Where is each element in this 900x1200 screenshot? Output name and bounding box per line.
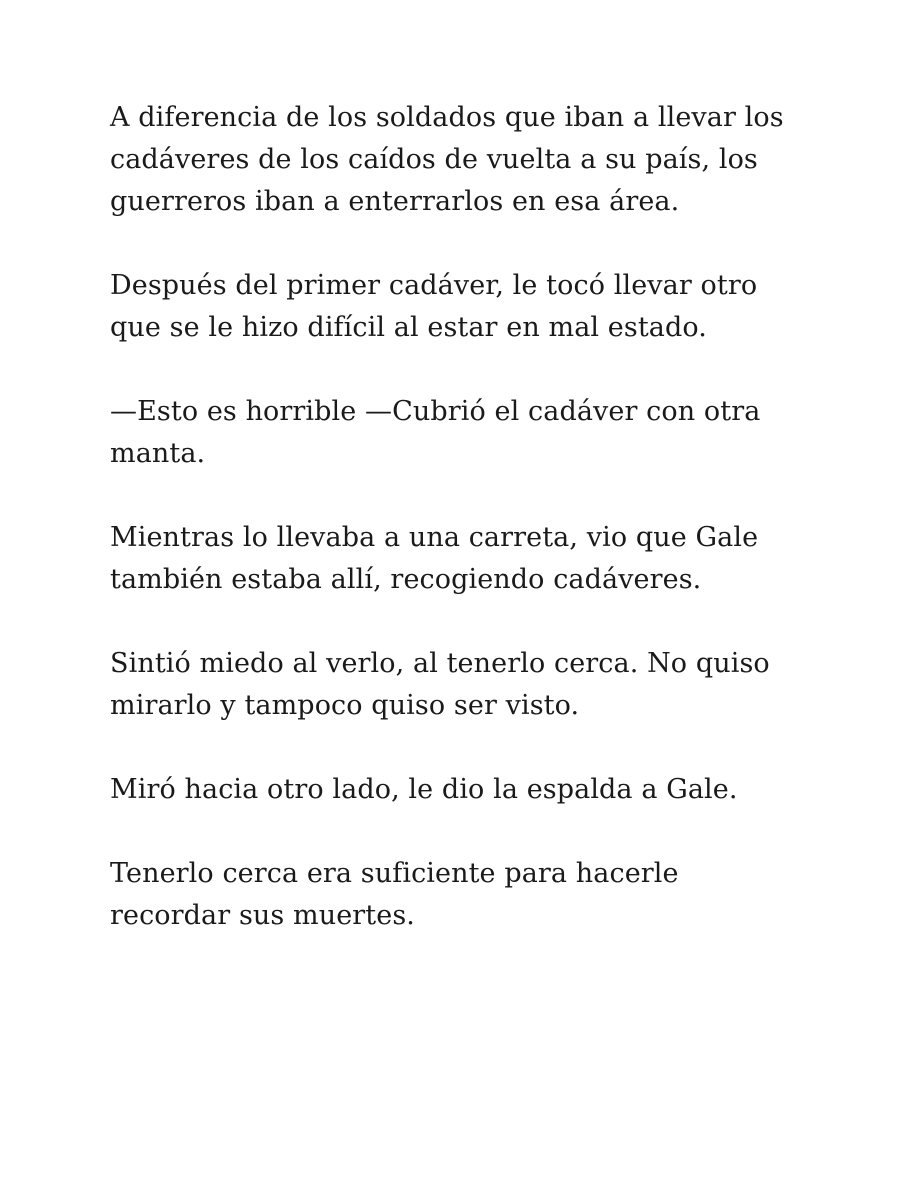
- paragraph: Mientras lo llevaba a una carreta, vio que Gale también estaba allí, recogiendo cadáveres.: [110, 522, 759, 595]
- paragraph: Después del primer cadáver, le tocó llevar otro que se le hizo difícil al estar en mal estado.: [110, 270, 758, 343]
- paragraph: A diferencia de los soldados que iban a llevar los cadáveres de los caídos de vuelta a su país, los guerreros iban a enterrarlos en esa área.: [110, 102, 784, 217]
- paragraph: Sintió miedo al verlo, al tenerlo cerca. No quiso mirarlo y tampoco quiso ser visto.: [110, 648, 770, 721]
- document-page: [110, 97, 810, 979]
- paragraph: Miró hacia otro lado, le dio la espalda a Gale.: [110, 774, 738, 805]
- paragraph: Tenerlo cerca era suficiente para hacerle recordar sus muertes.: [110, 858, 679, 931]
- paragraph: —Esto es horrible —Cubrió el cadáver con otra manta.: [110, 396, 761, 469]
